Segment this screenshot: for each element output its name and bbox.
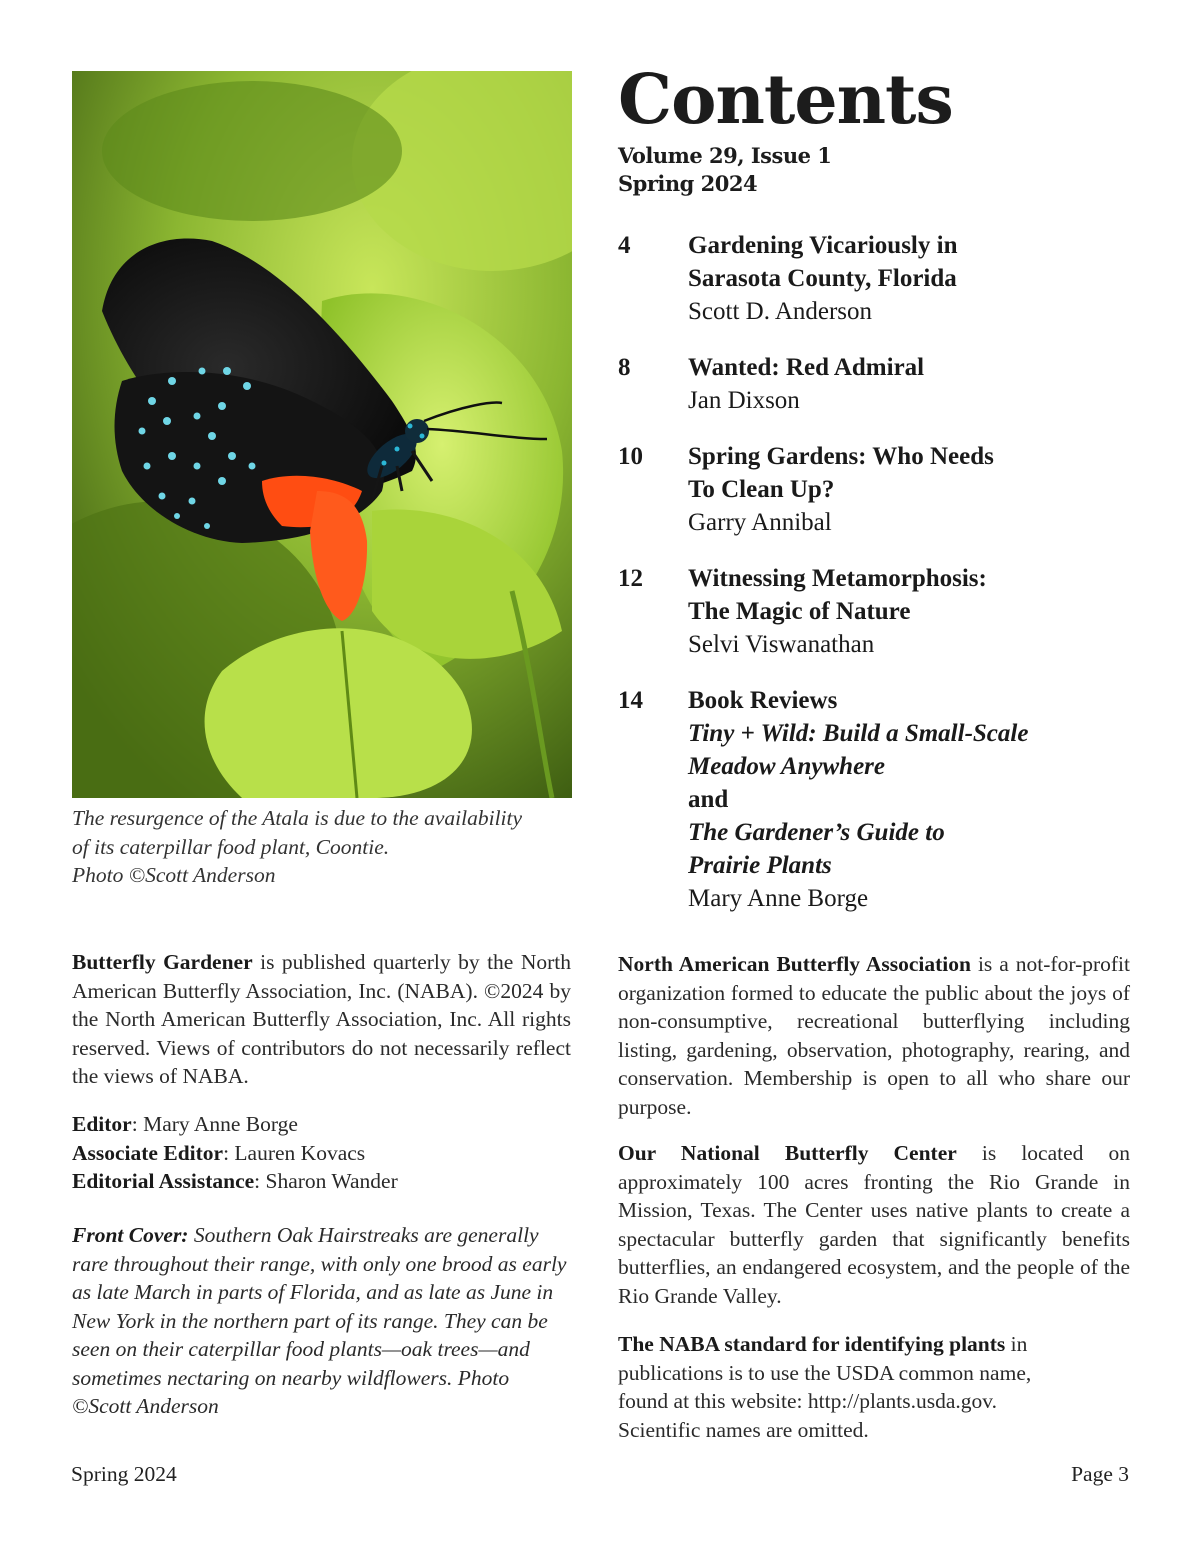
staff-role: Editor [72, 1112, 132, 1136]
caption-line: Photo ©Scott Anderson [72, 863, 276, 887]
toc-page-number: 4 [618, 232, 631, 259]
front-cover-label: Front Cover: [72, 1223, 189, 1247]
toc-page-number: 10 [618, 443, 643, 470]
staff-line [72, 1139, 571, 1168]
book-title-line: Meadow Anywhere [688, 753, 885, 780]
toc-title-line: Book Reviews [688, 687, 838, 714]
season: Spring 2024 [618, 171, 758, 196]
cover-photo [72, 71, 572, 798]
toc-author: Scott D. Anderson [688, 298, 873, 325]
center-text: is located on approximately 100 acres fronting the Rio Grande in Mission, Texas. The Center uses native plants to create a spectacular butterfly garden that significantly benefits butterflies, an endangered ecosystem, and the people of the Rio Grande Valley. [618, 1141, 1130, 1308]
standard-text: in [1010, 1332, 1028, 1356]
toc-title-line: The Magic of Nature [688, 598, 911, 625]
center-name: Our National Butterfly Center [618, 1141, 957, 1165]
toc-page-number: 12 [618, 565, 643, 592]
table-of-contents [618, 229, 1158, 915]
toc-title-line: Sarasota County, Florida [688, 265, 957, 292]
staff-line [72, 1110, 571, 1139]
toc-title-line: Gardening Vicariously in [688, 232, 958, 259]
toc-author: Jan Dixson [688, 387, 800, 414]
issue-info [618, 142, 831, 198]
staff-list [72, 1110, 571, 1196]
publisher-text: is published quarterly by the North American Butterfly Association, Inc. (NABA). ©2024 by the North American Butterfly Association, Inc. All rights reserved. Views of contributors do not necessarily reflect the views of NABA. [72, 950, 571, 1088]
toc-conjunction: and [688, 786, 729, 813]
toc-title-line: Witnessing Metamorphosis: [688, 565, 987, 592]
toc-title-line: Wanted: Red Admiral [688, 354, 925, 381]
naba-name: North American Butterfly Association [618, 952, 971, 976]
staff-name: : Mary Anne Borge [131, 1112, 298, 1136]
toc-page-number: 14 [618, 687, 643, 714]
book-title-line: The Gardener’s Guide to [688, 819, 945, 846]
standard-name: The NABA standard for identifying plants [618, 1332, 1006, 1356]
toc-author: Garry Annibal [688, 509, 832, 536]
plant-naming-standard [618, 1330, 1130, 1444]
toc-page-number: 8 [618, 354, 631, 381]
book-title-line: Prairie Plants [688, 852, 832, 879]
standard-line [618, 1330, 1130, 1359]
photo-caption [72, 804, 582, 890]
caption-line: of its caterpillar food plant, Coontie. [72, 834, 390, 859]
staff-name: : Lauren Kovacs [223, 1140, 366, 1165]
toc-entry[interactable] [618, 351, 1158, 440]
front-cover-text: Southern Oak Hairstreaks are generally rare throughout their range, with only one brood as early as late March in parts of Florida, and as late as June in New York in the northern part of its range. They can be seen on their caterpillar food plants—oak trees—and sometimes nectaring on nearby wildflowers. Photo ©Scott Anderson [72, 1223, 567, 1418]
toc-entry[interactable] [618, 440, 1158, 562]
toc-author: Selvi Viswanathan [688, 631, 875, 658]
toc-title-line: Spring Gardens: Who Needs [688, 443, 994, 470]
toc-title-line: To Clean Up? [688, 476, 835, 503]
toc-entry[interactable] [618, 684, 1158, 915]
toc-entry[interactable] [618, 229, 1158, 351]
volume-issue: Volume 29, Issue 1 [618, 143, 832, 168]
staff-role: Associate Editor [72, 1140, 224, 1165]
front-cover-note [72, 1221, 571, 1421]
staff-role: Editorial Assistance [72, 1169, 255, 1193]
standard-line: Scientific names are omitted. [618, 1417, 869, 1442]
toc-entry[interactable] [618, 562, 1158, 684]
footer-issue: Spring 2024 [71, 1462, 177, 1486]
book-title-line: Tiny + Wild: Build a Small-Scale [688, 720, 1029, 747]
page-number: Page 3 [1071, 1462, 1129, 1486]
butterfly-center-description [618, 1139, 1130, 1310]
standard-line: found at this website: http://plants.usda.gov. [618, 1389, 998, 1413]
publication-name: Butterfly Gardener [72, 950, 253, 974]
staff-line [72, 1167, 571, 1196]
caption-line: The resurgence of the Atala is due to the availability [72, 806, 523, 830]
standard-line: publications is to use the USDA common name, [618, 1360, 1032, 1385]
naba-description [618, 950, 1130, 1121]
staff-name: : Sharon Wander [254, 1169, 398, 1193]
page-title: Contents [618, 60, 953, 140]
toc-author: Mary Anne Borge [688, 885, 869, 912]
publisher-statement [72, 948, 571, 1091]
atala-butterfly-photo [72, 71, 572, 798]
naba-text: is a not-for-profit organization formed to educate the public about the joys of non-consumptive, recreational butterflying including listing, gardening, observation, photography, rearing, and conservation. Membership is open to all who share our purpose. [618, 952, 1130, 1119]
